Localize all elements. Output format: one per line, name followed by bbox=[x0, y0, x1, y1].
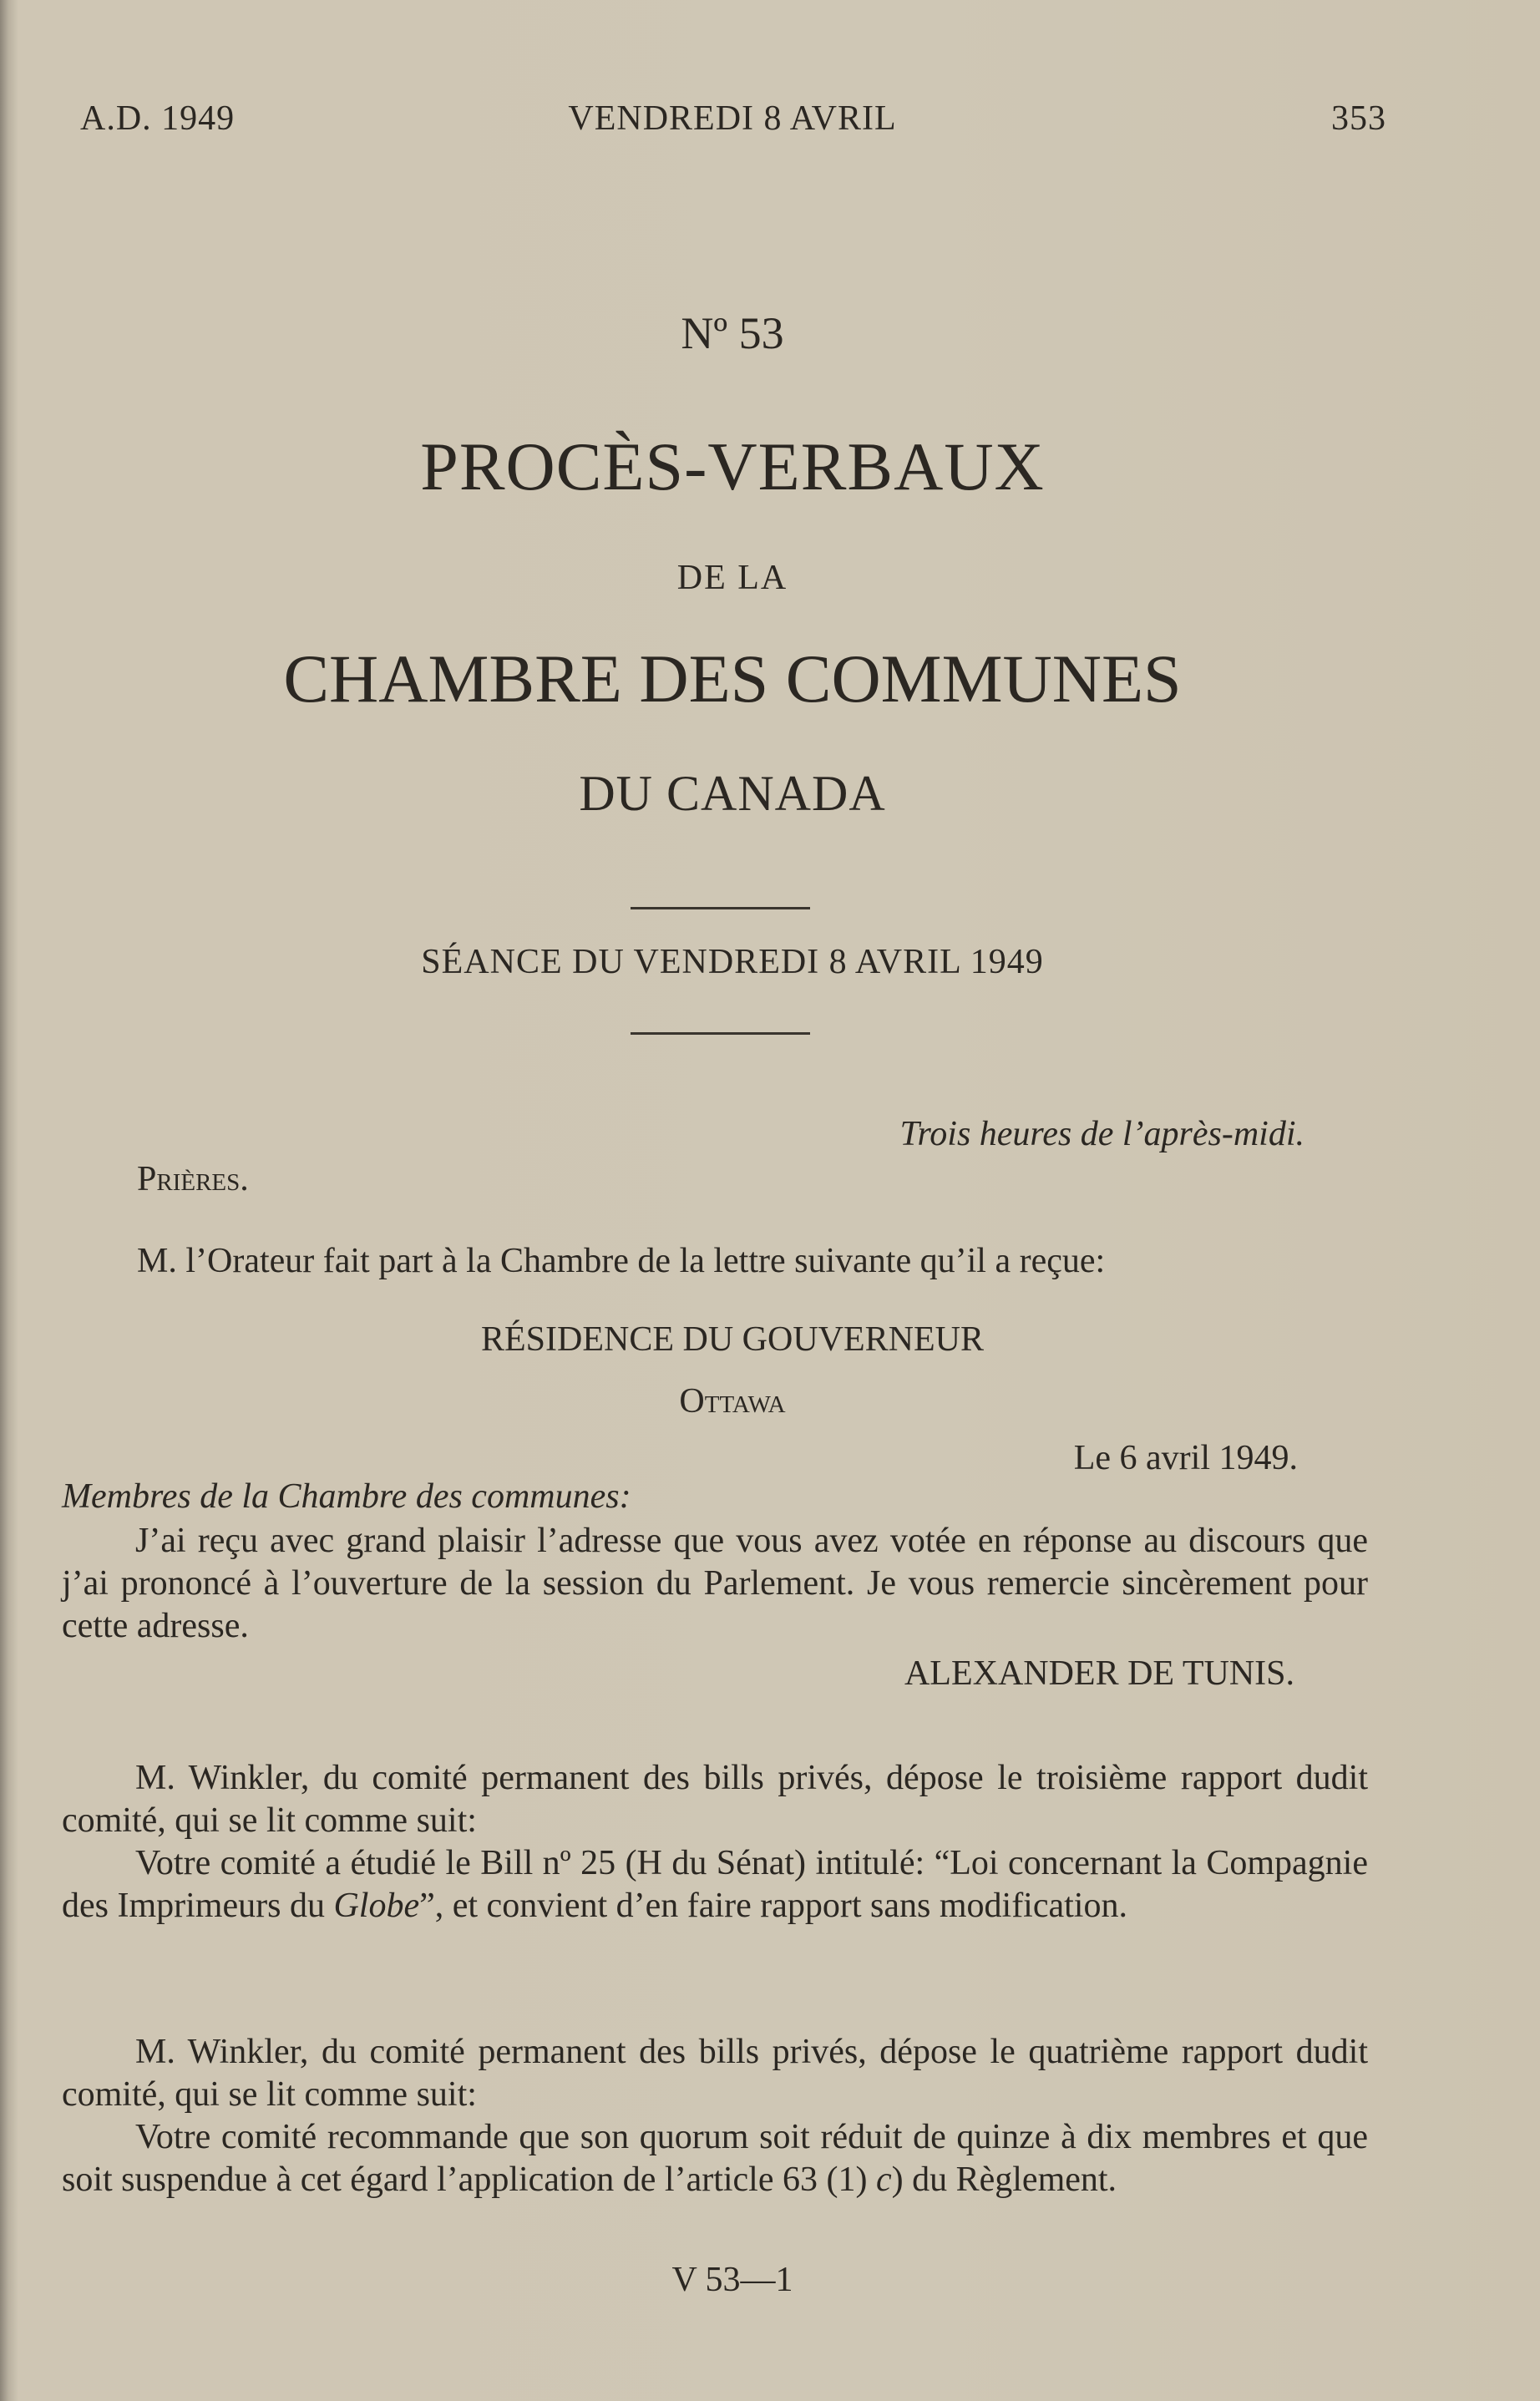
italic-globe: Globe bbox=[333, 1887, 420, 1925]
divider-bottom bbox=[631, 1032, 810, 1035]
title-du-canada: DU CANADA bbox=[579, 766, 886, 821]
header-date: VENDREDI 8 AVRIL bbox=[568, 99, 897, 138]
report3-intro: M. Winkler, du comité permanent des bills privés, dépose le troisième rapport dudit comité, qui se lit comme suit: bbox=[62, 1759, 1368, 1840]
italic-c: c bbox=[875, 2160, 892, 2199]
session-time: Trois heures de l’après-midi. bbox=[899, 1115, 1304, 1153]
letter-signature: ALEXANDER DE TUNIS. bbox=[904, 1654, 1294, 1693]
page-number: 353 bbox=[1331, 99, 1386, 138]
report3-body: Votre comité a étudié le Bill nº 25 (H du Sénat) intitulé: “Loi concernant la Compagnie des Imprimeurs du Globe”, et convient d’en faire rapport sans modification. bbox=[62, 1844, 1368, 1925]
prieres: Prières. bbox=[137, 1160, 249, 1198]
divider-top bbox=[631, 907, 810, 909]
letter-place: Ottawa bbox=[679, 1382, 786, 1421]
report4-body: Votre comité recommande que son quorum soit réduit de quinze à dix membres et que soit suspendue à cet égard l’application de l’article 63 (1) c) du Règlement. bbox=[62, 2118, 1368, 2199]
orateur-statement: M. l’Orateur fait part à la Chambre de la lettre suivante qu’il a reçue: bbox=[137, 1242, 1106, 1280]
letter-date: Le 6 avril 1949. bbox=[1073, 1439, 1298, 1477]
title-chambre: CHAMBRE DES COMMUNES bbox=[283, 641, 1182, 717]
footer-signature-mark: V 53—1 bbox=[671, 2261, 793, 2299]
title-proces-verbaux: PROCÈS-VERBAUX bbox=[420, 428, 1045, 504]
letter-salutation: Membres de la Chambre des communes: bbox=[62, 1477, 631, 1516]
session-title: SÉANCE DU VENDREDI 8 AVRIL 1949 bbox=[421, 943, 1044, 981]
letter-body: J’ai reçu avec grand plaisir l’adresse que vous avez votée en réponse au discours que j’ai prononcé à l’ouverture de la session du Parlement. Je vous remercie sincèrement pour cette adresse. bbox=[62, 1522, 1368, 1645]
title-de-la: DE LA bbox=[676, 559, 788, 597]
header-year: A.D. 1949 bbox=[80, 99, 236, 138]
report4-intro: M. Winkler, du comité permanent des bills privés, dépose le quatrième rapport dudit comité, qui se lit comme suit: bbox=[62, 2033, 1368, 2114]
letter-heading: RÉSIDENCE DU GOUVERNEUR bbox=[481, 1320, 984, 1359]
document-number: Nº 53 bbox=[681, 308, 784, 358]
